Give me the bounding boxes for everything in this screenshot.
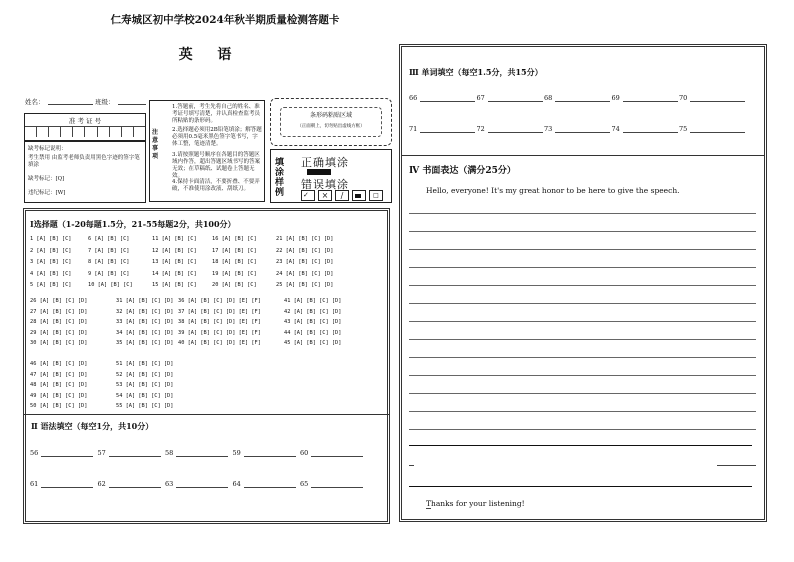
choice-question[interactable]: 2 [A] [B] [C] [30, 247, 72, 254]
blank-number: 70 [679, 94, 688, 102]
choice-question[interactable]: 25 [A] [B] [C] [D] [276, 282, 334, 288]
choice-question[interactable]: 28 [A] [B] [C] [D] [30, 319, 88, 325]
class-label: 班级： [95, 98, 115, 106]
wrong-fill-samples: ✓ × / □ [301, 190, 383, 201]
choice-question[interactable]: 9 [A] [B] [C] [88, 270, 130, 277]
choice-question[interactable]: 19 [A] [B] [C] [212, 270, 257, 277]
blank-line[interactable] [488, 101, 543, 102]
blank-line[interactable] [420, 101, 475, 102]
choice-question[interactable]: 11 [A] [B] [C] [152, 236, 197, 242]
wrong-fill-label: 错误填涂 [301, 178, 349, 191]
blank-number: 75 [679, 125, 688, 133]
choice-question[interactable]: 12 [A] [B] [C] [152, 247, 197, 254]
choice-question[interactable]: 24 [A] [B] [C] [D] [276, 270, 334, 277]
choice-question[interactable]: 22 [A] [B] [C] [D] [276, 247, 334, 254]
choice-question[interactable]: 48 [A] [B] [C] [D] [30, 382, 88, 388]
choice-question[interactable]: 7 [A] [B] [C] [88, 247, 130, 254]
blank-number: 65 [300, 480, 309, 488]
exam-number-box[interactable] [24, 113, 146, 141]
correct-fill-sample [307, 169, 331, 175]
blank-number: 68 [544, 94, 553, 102]
blank-line[interactable] [41, 487, 93, 488]
right-panel-box [399, 44, 767, 522]
choice-question[interactable]: 23 [A] [B] [C] [D] [276, 259, 334, 265]
blank-number: 59 [232, 449, 241, 457]
blank-number: 57 [97, 449, 106, 457]
blank-number: 67 [476, 94, 485, 102]
choice-question[interactable]: 45 [A] [B] [C] [D] [284, 340, 342, 346]
essay-line[interactable] [409, 285, 756, 286]
blank-number: 66 [409, 94, 418, 102]
blank-line[interactable] [244, 487, 296, 488]
essay-closing: Thanks for your listening! [426, 499, 525, 508]
exam-number-label: 准 考 证 号 [68, 117, 102, 125]
subject-title: 英 语 [178, 47, 242, 63]
choice-question[interactable]: 54 [A] [B] [C] [D] [116, 392, 174, 399]
blank-line[interactable] [488, 132, 543, 133]
choice-question[interactable]: 35 [A] [B] [C] [D] [116, 340, 174, 346]
choice-question[interactable]: 34 [A] [B] [C] [D] [116, 329, 174, 336]
blank-line[interactable] [311, 456, 363, 457]
section-4-title: Ⅳ 书面表达（满分25分） [409, 166, 516, 176]
choice-question[interactable]: 26 [A] [B] [C] [D] [30, 298, 88, 304]
choice-question[interactable]: 38 [A] [B] [C] [D] [E] [F] [178, 319, 261, 325]
section-2-title: Ⅱ 语法填空（每空1分，共10分） [31, 421, 154, 431]
essay-line[interactable] [409, 486, 752, 487]
choice-question[interactable]: 16 [A] [B] [C] [212, 236, 257, 242]
choice-question[interactable]: 10 [A] [B] [C] [88, 282, 133, 288]
choice-question[interactable]: 32 [A] [B] [C] [D] [116, 308, 174, 315]
barcode-area [270, 98, 392, 146]
choice-question[interactable]: 20 [A] [B] [C] [212, 282, 257, 288]
barcode-subtitle: （正面朝上，切勿贴出虚线方框） [297, 124, 365, 129]
blank-number: 60 [300, 449, 309, 457]
blank-number: 73 [544, 125, 553, 133]
choice-question[interactable]: 21 [A] [B] [C] [D] [276, 236, 334, 242]
blank-number: 63 [165, 480, 174, 488]
essay-line[interactable] [409, 321, 756, 322]
fill-example-side-label: 填涂样例 [275, 158, 285, 198]
class-line[interactable] [118, 104, 146, 105]
blank-number: 62 [97, 480, 106, 488]
blank-line[interactable] [555, 101, 610, 102]
absent-text: 考生禁用 由监考老师负责用黑色字迹的签字笔填涂 [28, 155, 140, 168]
essay-closing-dash [426, 508, 431, 509]
blank-line[interactable] [555, 132, 610, 133]
choice-question[interactable]: 41 [A] [B] [C] [D] [284, 298, 342, 304]
choice-question[interactable]: 4 [A] [B] [C] [30, 270, 72, 277]
choice-question[interactable]: 8 [A] [B] [C] [88, 259, 130, 265]
essay-line[interactable] [409, 249, 756, 250]
blank-number: 74 [611, 125, 620, 133]
choice-question[interactable]: 53 [A] [B] [C] [D] [116, 382, 174, 388]
choice-question[interactable]: 51 [A] [B] [C] [D] [116, 361, 174, 367]
essay-line[interactable] [409, 393, 756, 394]
blank-line[interactable] [623, 132, 678, 133]
essay-line[interactable] [409, 231, 756, 232]
essay-line[interactable] [409, 375, 756, 376]
blank-number: 71 [409, 125, 418, 133]
blank-number: 56 [30, 449, 39, 457]
absent-title: 缺考标记说明： [28, 146, 67, 152]
blank-line[interactable] [623, 101, 678, 102]
essay-opening: Hello, everyone! It's my great honor to be here to give the speech. [426, 186, 680, 195]
choice-question[interactable]: 1 [A] [B] [C] [30, 236, 72, 242]
sheet-title: 仁寿城区初中学校2024年秋半期质量检测答题卡 [110, 14, 340, 26]
choice-question[interactable]: 37 [A] [B] [C] [D] [E] [F] [178, 308, 261, 315]
choice-question[interactable]: 6 [A] [B] [C] [88, 236, 130, 242]
blank-number: 72 [476, 125, 485, 133]
note-item-3: 3.请按照题号顺序在各题目的答题区域内作答，超出答题区域书写的答案无效；在草稿纸、试题卷上答题无效。 [172, 152, 261, 179]
essay-line[interactable] [409, 411, 756, 412]
essay-line[interactable] [409, 213, 756, 214]
choice-question[interactable]: 43 [A] [B] [C] [D] [284, 319, 342, 325]
choice-question[interactable]: 18 [A] [B] [C] [212, 259, 257, 265]
blank-line[interactable] [690, 101, 745, 102]
choice-question[interactable]: 40 [A] [B] [C] [D] [E] [F] [178, 340, 261, 346]
violation-mark[interactable]: 违纪标记：[W] [28, 190, 66, 196]
choice-question[interactable]: 31 [A] [B] [C] [D] [116, 298, 174, 304]
choice-question[interactable]: 17 [A] [B] [C] [212, 247, 257, 254]
choice-question[interactable]: 36 [A] [B] [C] [D] [E] [F] [178, 298, 261, 304]
correct-fill-label: 正确填涂 [301, 156, 349, 169]
choice-question[interactable]: 29 [A] [B] [C] [D] [30, 329, 88, 336]
essay-line-start[interactable] [409, 465, 414, 466]
blank-number: 58 [165, 449, 174, 457]
absent-mark[interactable]: 缺考标记：[Q] [28, 176, 65, 182]
blank-line[interactable] [41, 456, 93, 457]
blank-line[interactable] [244, 456, 296, 457]
name-line[interactable] [48, 104, 93, 105]
essay-line[interactable] [409, 339, 756, 340]
choice-question[interactable]: 44 [A] [B] [C] [D] [284, 329, 342, 336]
blank-number: 64 [232, 480, 241, 488]
blank-line[interactable] [176, 456, 228, 457]
fill-example-box [270, 149, 392, 203]
essay-line[interactable] [409, 267, 756, 268]
choice-question[interactable]: 39 [A] [B] [C] [D] [E] [F] [178, 329, 261, 336]
note-item-4: 4.保持卡面清洁，不要折叠、不要弄破，不准使用涂改液、刮纸刀。 [172, 179, 260, 192]
blank-line[interactable] [109, 456, 161, 457]
notes-box [149, 100, 265, 202]
blank-line[interactable] [690, 132, 745, 133]
choice-question[interactable]: 15 [A] [B] [C] [152, 282, 197, 288]
choice-question[interactable]: 33 [A] [B] [C] [D] [116, 319, 174, 325]
notes-side-label: 注意事项 [152, 129, 159, 160]
blank-line[interactable] [109, 487, 161, 488]
essay-line-end[interactable] [717, 465, 756, 466]
choice-question[interactable]: 46 [A] [B] [C] [D] [30, 361, 88, 367]
choice-question[interactable]: 49 [A] [B] [C] [D] [30, 392, 88, 399]
blank-number: 69 [611, 94, 620, 102]
essay-line[interactable] [409, 303, 756, 304]
essay-line[interactable] [409, 357, 756, 358]
essay-line[interactable] [409, 429, 756, 430]
choice-question[interactable]: 30 [A] [B] [C] [D] [30, 340, 88, 346]
choice-question[interactable]: 3 [A] [B] [C] [30, 259, 72, 265]
note-item-1: 1.答题前，考生先将自己的姓名、准考证号填写清楚，并认真检查监考员所粘贴的条形码。 [172, 104, 261, 124]
choice-question[interactable]: 5 [A] [B] [C] [30, 282, 72, 288]
section-1-title: Ⅰ选择题（1-20每题1.5分，21-55每题2分，共100分） [30, 219, 236, 229]
blank-number: 61 [30, 480, 39, 488]
absent-info-box [24, 141, 146, 203]
choice-question[interactable]: 27 [A] [B] [C] [D] [30, 308, 88, 315]
blank-line[interactable] [311, 487, 363, 488]
name-label: 姓名： [25, 98, 45, 106]
choice-question[interactable]: 52 [A] [B] [C] [D] [116, 371, 174, 378]
blank-line[interactable] [420, 132, 475, 133]
blank-line[interactable] [176, 487, 228, 488]
section-3-title: Ⅲ 单词填空（每空1.5分，共15分） [409, 67, 543, 77]
note-item-2: 2.选择题必须用2B铅笔填涂；解答题必须用0.5毫米黑色签字笔书写，字体工整，笔迹清楚。 [172, 127, 262, 147]
choice-question[interactable]: 14 [A] [B] [C] [152, 270, 197, 277]
choice-question[interactable]: 50 [A] [B] [C] [D] [30, 403, 88, 409]
choice-question[interactable]: 42 [A] [B] [C] [D] [284, 308, 342, 315]
choice-question[interactable]: 13 [A] [B] [C] [152, 259, 197, 265]
choice-question[interactable]: 55 [A] [B] [C] [D] [116, 403, 174, 409]
barcode-title: 条形码粘贴区域 [309, 112, 352, 119]
choice-question[interactable]: 47 [A] [B] [C] [D] [30, 371, 88, 378]
exam-number-grid[interactable] [25, 126, 145, 137]
essay-line[interactable] [409, 445, 752, 446]
